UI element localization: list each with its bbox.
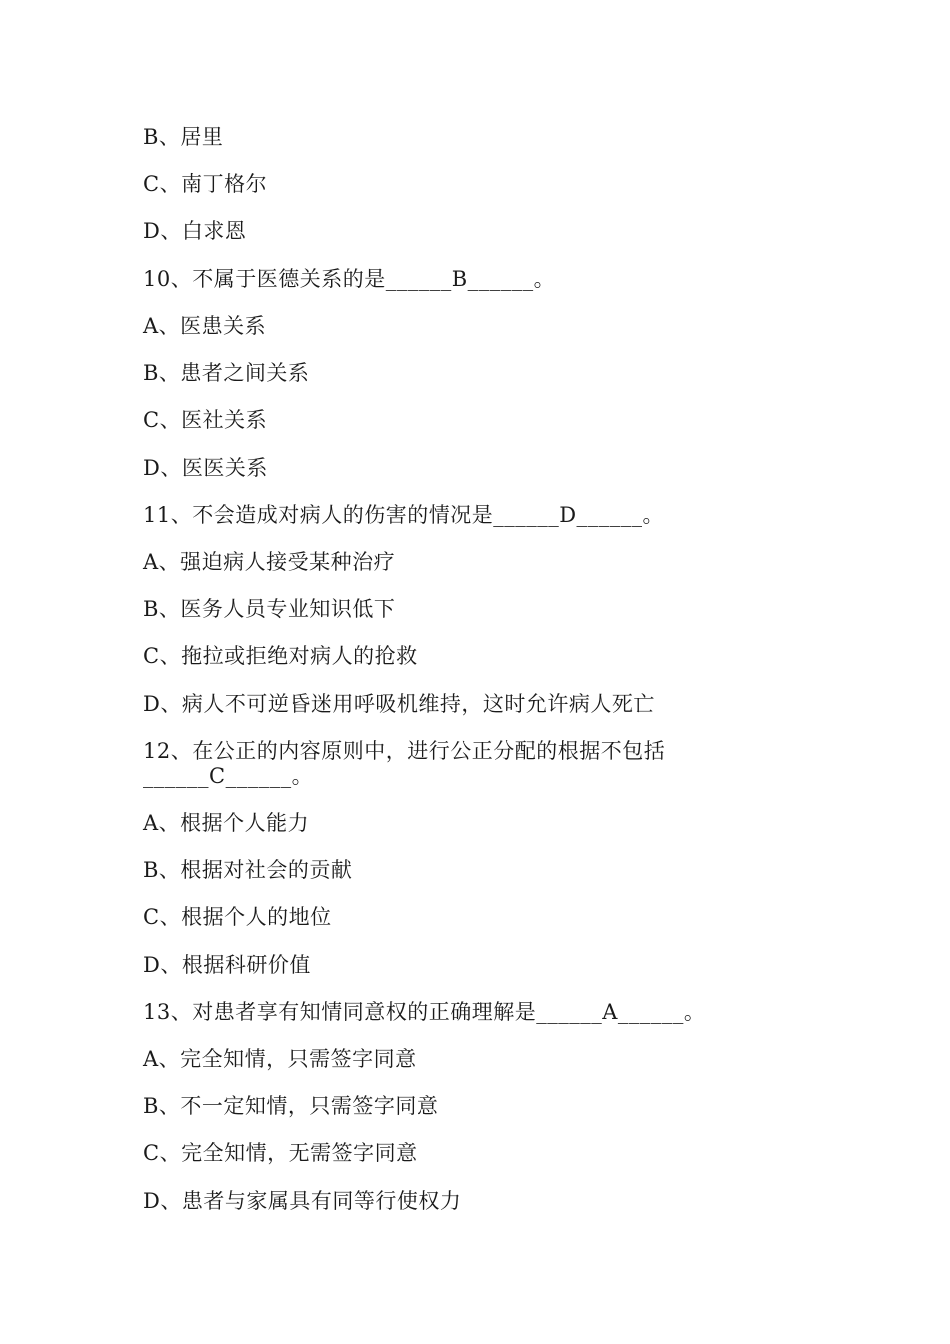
option-line: B、根据对社会的贡献 <box>143 858 353 882</box>
option-line: C、完全知情，无需签字同意 <box>143 1141 418 1165</box>
option-line: C、医社关系 <box>143 408 268 432</box>
option-line: A、完全知情，只需签字同意 <box>143 1047 417 1071</box>
option-line: D、病人不可逆昏迷用呼吸机维持，这时允许病人死亡 <box>143 692 655 716</box>
option-line: B、不一定知情，只需签字同意 <box>143 1094 439 1118</box>
option-line: B、患者之间关系 <box>143 361 310 385</box>
option-line: A、强迫病人接受某种治疗 <box>143 550 396 574</box>
question-line: 13、对患者享有知情同意权的正确理解是______A______。 <box>143 1000 706 1024</box>
option-line: D、医医关系 <box>143 456 268 480</box>
option-line: B、医务人员专业知识低下 <box>143 597 396 621</box>
option-line: A、医患关系 <box>143 314 267 338</box>
question-line-continuation: ______C______。 <box>143 764 314 788</box>
question-line: 11、不会造成对病人的伤害的情况是______D______。 <box>143 503 665 527</box>
question-line: 10、不属于医德关系的是______B______。 <box>143 267 556 291</box>
option-line: C、根据个人的地位 <box>143 905 332 929</box>
option-line: C、南丁格尔 <box>143 172 268 196</box>
option-line: D、根据科研价值 <box>143 953 311 977</box>
option-line: D、白求恩 <box>143 219 247 243</box>
option-line: D、患者与家属具有同等行使权力 <box>143 1189 462 1213</box>
question-line: 12、在公正的内容原则中，进行公正分配的根据不包括 <box>143 739 666 763</box>
option-line: B、居里 <box>143 125 224 149</box>
option-line: A、根据个人能力 <box>143 811 310 835</box>
option-line: C、拖拉或拒绝对病人的抢救 <box>143 644 418 668</box>
